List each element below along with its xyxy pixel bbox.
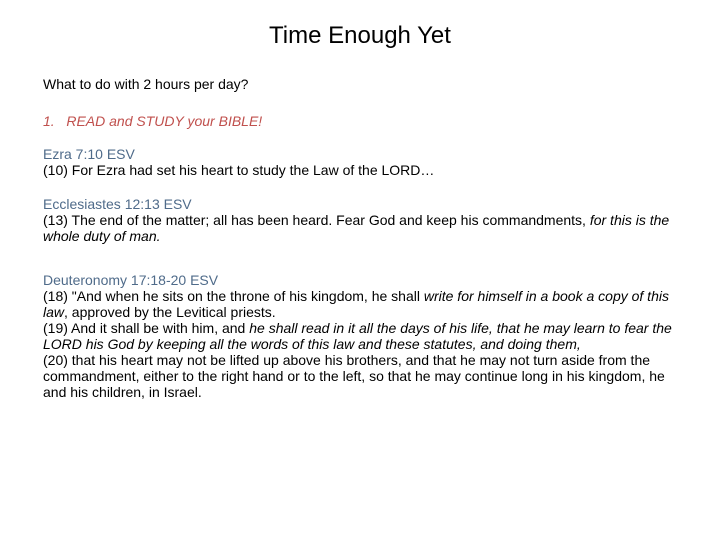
verse-ecclesiastes-plain: (13) The end of the matter; all has been heard. Fear God and keep his commandments, <box>43 212 590 228</box>
slide-content <box>43 76 683 400</box>
slide-title: Time Enough Yet <box>269 22 451 49</box>
verse-ezra: (10) For Ezra had set his heart to study the Law of the LORD… <box>43 162 435 178</box>
verse-18-rest: , approved by the Levitical priests. <box>64 304 276 320</box>
verse-19-italic: he shall read in it all the days of his life, that he may learn to fear the LORD his God by keeping all the words of this law and these statutes, and doing them, <box>43 320 672 352</box>
scripture-ref-deuteronomy: Deuteronomy 17:18-20 ESV <box>43 272 219 288</box>
verse-18-italic: write for himself in a book a copy of this law <box>43 288 669 320</box>
verse-ecclesiastes-italic: for this is the whole duty of man. <box>43 212 670 244</box>
verse-18-plain: (18) "And when he sits on the throne of his kingdom, he shall <box>43 288 424 304</box>
scripture-ref-ecclesiastes: Ecclesiastes 12:13 ESV <box>43 196 192 212</box>
question-text: What to do with 2 hours per day? <box>43 76 249 92</box>
verse-deuteronomy-18 <box>43 288 683 320</box>
verse-deuteronomy-20: (20) that his heart may not be lifted up above his brothers, and that he may not turn aside from the commandment, either to the right hand or to the left, so that he may continue long in his kingdom, he and his children, in Israel. <box>43 352 665 400</box>
verse-19-plain: (19) And it shall be with him, and <box>43 320 250 336</box>
verse-deuteronomy-19 <box>43 320 683 352</box>
scripture-ref-ezra: Ezra 7:10 ESV <box>43 146 135 162</box>
point-text: READ and STUDY your BIBLE! <box>66 113 263 129</box>
point-number: 1. <box>43 113 55 129</box>
numbered-point-1 <box>43 113 683 129</box>
verse-ecclesiastes <box>43 212 683 244</box>
